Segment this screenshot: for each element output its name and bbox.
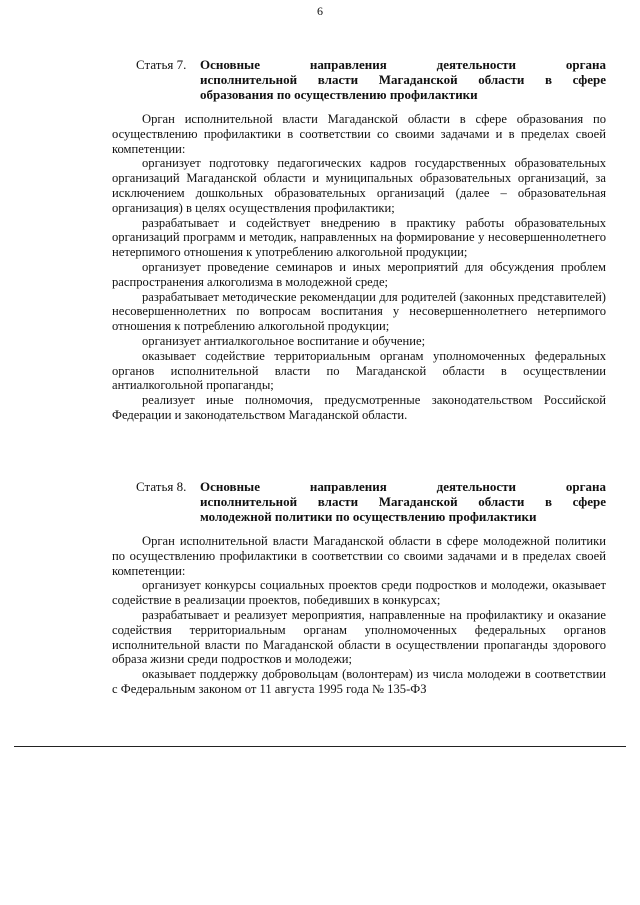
article-7-label: Статья 7. <box>136 57 187 72</box>
article-7-title <box>200 57 606 102</box>
article-8-intro: Орган исполнительной власти Магаданской области в сфере молодежной политики по осуществлению профилактики в соответствии со своими задачами и в пределах своей компетенции: <box>112 534 606 578</box>
article-8-title <box>200 479 606 524</box>
article-7-item: организует антиалкогольное воспитание и обучение; <box>142 333 426 348</box>
article-8-label: Статья 8. <box>136 479 187 494</box>
article-8-title-line-3: молодежной политики по осуществлению профилактики <box>200 509 537 524</box>
article-7-title-line-2: исполнительной власти Магаданской области в сфере <box>200 72 606 87</box>
article-7-body <box>112 112 606 423</box>
article-7-item: реализует иные полномочия, предусмотренные законодательством Российской Федерации и законодательством Магаданской области. <box>112 393 606 422</box>
article-7-item: оказывает содействие территориальным органам уполномоченных федеральных органов исполнительной власти по Магаданской области в осуществлении антиалкогольной пропаганды; <box>112 348 606 393</box>
article-7-title-line-3: образования по осуществлению профилактики <box>200 87 478 102</box>
article-7-item: организует проведение семинаров и иных мероприятий для обсуждения проблем распространения алкоголизма в молодежной среде; <box>112 259 606 289</box>
article-8-title-line-2: исполнительной власти Магаданской области в сфере <box>200 494 606 509</box>
article-7 <box>112 57 606 102</box>
article-8-body <box>112 534 606 697</box>
article-8-item: организует конкурсы социальных проектов среди подростков и молодежи, оказывает содействие в реализации проектов, победивших в конкурсах; <box>112 578 606 608</box>
bottom-divider <box>14 746 626 747</box>
article-8-heading <box>112 479 606 524</box>
article-7-item: организует подготовку педагогических кадров государственных образовательных организаций Магаданской области и муниципальных образовательных организаций, за исключением дошкольных образовательных организаций (далее – образовательная организация) в целях осуществления профилактики; <box>112 156 606 215</box>
page-number: 6 <box>317 4 323 18</box>
article-7-item: разрабатывает методические рекомендации для родителей (законных представителей) несовершеннолетних по вопросам воспитания у несовершеннолетнего нетерпимого отношения к потреблению алкогольной продукции; <box>112 289 606 334</box>
article-7-title-line-1: Основные направления деятельности органа <box>200 57 606 72</box>
article-8-item: оказывает поддержку добровольцам (волонтерам) из числа молодежи в соответствии с Федеральным законом от 11 августа 1995 года № 135-ФЗ <box>112 667 606 696</box>
article-8-item: разрабатывает и реализует мероприятия, направленные на профилактику и оказание содействия территориальным органам уполномоченных федеральных органов исполнительной власти по Магаданской области в осуществлении пропаганды здорового образа жизни среди подростков и молодежи; <box>112 607 606 667</box>
article-8 <box>112 479 606 524</box>
article-7-item: разрабатывает и содействует внедрению в практику работы образовательных организаций программ и методик, направленных на формирование у несовершеннолетнего нетерпимого отношения к употреблению алкогольной продукции; <box>112 215 606 260</box>
article-8-title-line-1: Основные направления деятельности органа <box>200 479 606 494</box>
article-7-intro: Орган исполнительной власти Магаданской области в сфере образования по осуществлению профилактики в соответствии со своими задачами и в пределах своей компетенции: <box>112 112 606 156</box>
article-7-heading <box>112 57 606 102</box>
